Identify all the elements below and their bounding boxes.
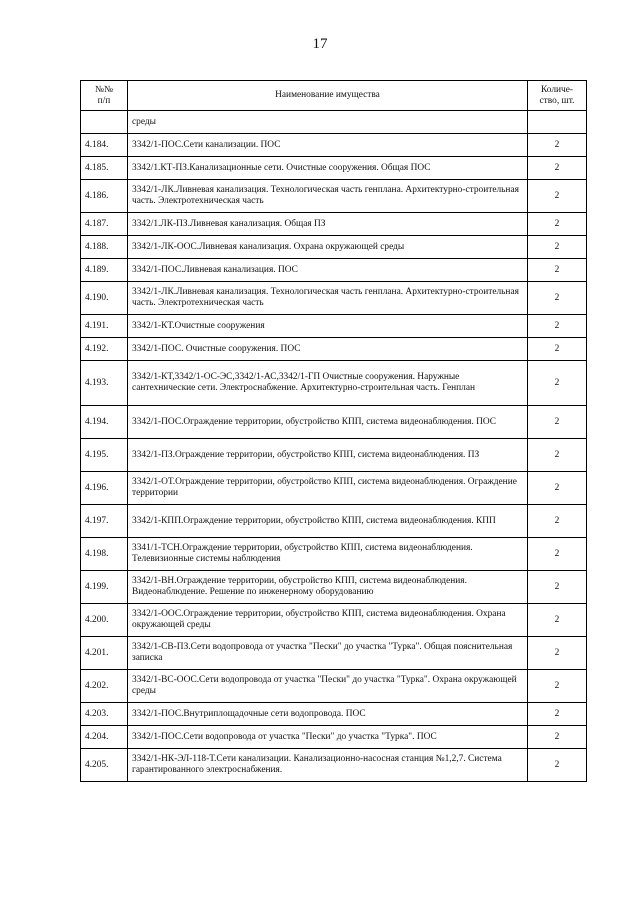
row-quantity: 2: [528, 157, 587, 180]
row-name: 3342/1-КПП.Ограждение территории, обустройство КПП, система видеонаблюдения. КПП: [128, 505, 528, 538]
header-name: Наименование имущества: [128, 81, 528, 111]
table-row: [81, 604, 587, 637]
row-quantity: 2: [528, 472, 587, 505]
row-number: 4.197.: [81, 505, 128, 538]
row-quantity: 2: [528, 180, 587, 213]
table-row: [81, 134, 587, 157]
row-quantity: 2: [528, 213, 587, 236]
row-quantity: 2: [528, 361, 587, 406]
row-name: 3342/1-НК-ЭЛ-118-Т.Сети канализации. Канализационно-насосная станция №1,2,7. Система гарантированного электроснабжения.: [128, 749, 528, 782]
row-name: 3342/1-ЛК.Ливневая канализация. Технологическая часть генплана. Архитектурно-строительная часть. Электротехническая часть: [128, 282, 528, 315]
table-row: [81, 406, 587, 439]
row-quantity: 2: [528, 703, 587, 726]
row-name: 3342/1-КТ,3342/1-ОС-ЭС,3342/1-АС,3342/1-ГП Очистные сооружения. Наружные сантехнические сети. Электроснабжение. Архитектурно-строительная часть. Генплан: [128, 361, 528, 406]
row-name: 3342/1-ЛК-ООС.Ливневая канализация. Охрана окружающей среды: [128, 236, 528, 259]
row-number: 4.200.: [81, 604, 128, 637]
table-row: [81, 180, 587, 213]
table-row: [81, 726, 587, 749]
row-name: 3342/1-ПОС.Внутриплощадочные сети водопровода. ПОС: [128, 703, 528, 726]
row-number: 4.184.: [81, 134, 128, 157]
row-number: 4.194.: [81, 406, 128, 439]
row-name: 3342/1-ВС-ООС.Сети водопровода от участка "Пески" до участка "Турка". Охрана окружающей среды: [128, 670, 528, 703]
row-quantity: [528, 111, 587, 134]
row-name: 3342/1-ПОС. Очистные сооружения. ПОС: [128, 338, 528, 361]
header-number-line2: п/п: [97, 95, 111, 106]
inventory-table: [80, 80, 587, 782]
row-number: 4.195.: [81, 439, 128, 472]
row-number: 4.189.: [81, 259, 128, 282]
header-number: [81, 81, 128, 111]
row-quantity: 2: [528, 282, 587, 315]
table-row: [81, 472, 587, 505]
row-number: 4.187.: [81, 213, 128, 236]
row-number: 4.196.: [81, 472, 128, 505]
row-number: 4.188.: [81, 236, 128, 259]
page-number: 17: [312, 36, 328, 52]
row-name: 3342/1-ПОС.Ограждение территории, обустройство КПП, система видеонаблюдения. ПОС: [128, 406, 528, 439]
row-name: 3342/1-ПОС.Ливневая канализация. ПОС: [128, 259, 528, 282]
row-name: 3342/1-ОТ.Ограждение территории, обустройство КПП, система видеонаблюдения. Ограждение территории: [128, 472, 528, 505]
table-row: [81, 111, 587, 134]
row-number: 4.198.: [81, 538, 128, 571]
row-number: 4.186.: [81, 180, 128, 213]
row-quantity: 2: [528, 637, 587, 670]
header-quantity: [528, 81, 587, 111]
header-quantity-line1: Количе-: [540, 84, 574, 95]
table-row: [81, 259, 587, 282]
row-name: среды: [128, 111, 528, 134]
header-number-line1: №№: [95, 84, 113, 95]
row-quantity: 2: [528, 236, 587, 259]
row-quantity: 2: [528, 604, 587, 637]
table-row: [81, 361, 587, 406]
row-name: 3342/1.КТ-ПЗ.Канализационные сети. Очистные сооружения. Общая ПОС: [128, 157, 528, 180]
row-number: 4.190.: [81, 282, 128, 315]
table-row: [81, 505, 587, 538]
table-row: [81, 670, 587, 703]
row-quantity: 2: [528, 538, 587, 571]
table-row: [81, 236, 587, 259]
row-number: 4.185.: [81, 157, 128, 180]
table-row: [81, 157, 587, 180]
row-number: 4.191.: [81, 315, 128, 338]
row-name: 3342/1-ВН.Ограждение территории, обустройство КПП, система видеонаблюдения. Видеонаблюдение. Решение по инженерному оборудованию: [128, 571, 528, 604]
row-quantity: 2: [528, 406, 587, 439]
row-quantity: 2: [528, 439, 587, 472]
row-name: 3342/1-ЛК.Ливневая канализация. Технологическая часть генплана. Архитектурно-строительная часть. Электротехническая часть: [128, 180, 528, 213]
row-number: [81, 111, 128, 134]
row-quantity: 2: [528, 571, 587, 604]
table-header-row: [81, 81, 587, 111]
table-row: [81, 213, 587, 236]
table-row: [81, 439, 587, 472]
row-number: 4.199.: [81, 571, 128, 604]
row-name: 3342/1-КТ.Очистные сооружения: [128, 315, 528, 338]
table-row: [81, 571, 587, 604]
row-quantity: 2: [528, 505, 587, 538]
table-row: [81, 637, 587, 670]
row-quantity: 2: [528, 134, 587, 157]
row-quantity: 2: [528, 259, 587, 282]
row-name: 3342/1-ПОС.Сети канализации. ПОС: [128, 134, 528, 157]
table-row: [81, 749, 587, 782]
row-number: 4.201.: [81, 637, 128, 670]
row-quantity: 2: [528, 749, 587, 782]
row-name: 3342/1-СВ-ПЗ.Сети водопровода от участка "Пески" до участка "Турка". Общая пояснительная записка: [128, 637, 528, 670]
table-row: [81, 338, 587, 361]
row-number: 4.192.: [81, 338, 128, 361]
header-quantity-line2: ство, шт.: [539, 95, 575, 106]
row-quantity: 2: [528, 726, 587, 749]
row-name: 3341/1-ТСН.Ограждение территории, обустройство КПП, система видеонаблюдения. Телевизионные системы наблюдения: [128, 538, 528, 571]
row-quantity: 2: [528, 338, 587, 361]
row-number: 4.205.: [81, 749, 128, 782]
row-name: 3342/1-ПОС.Сети водопровода от участка "Пески" до участка "Турка". ПОС: [128, 726, 528, 749]
table-row: [81, 282, 587, 315]
row-name: 3342/1-ПЗ.Ограждение территории, обустройство КПП, система видеонаблюдения. ПЗ: [128, 439, 528, 472]
table-row: [81, 538, 587, 571]
row-name: 3342/1.ЛК-ПЗ.Ливневая канализация. Общая ПЗ: [128, 213, 528, 236]
row-number: 4.202.: [81, 670, 128, 703]
row-number: 4.204.: [81, 726, 128, 749]
row-quantity: 2: [528, 670, 587, 703]
row-number: 4.193.: [81, 361, 128, 406]
table-row: [81, 703, 587, 726]
table-row: [81, 315, 587, 338]
row-quantity: 2: [528, 315, 587, 338]
row-name: 3342/1-ООС.Ограждение территории, обустройство КПП, система видеонаблюдения. Охрана окружающей среды: [128, 604, 528, 637]
row-number: 4.203.: [81, 703, 128, 726]
